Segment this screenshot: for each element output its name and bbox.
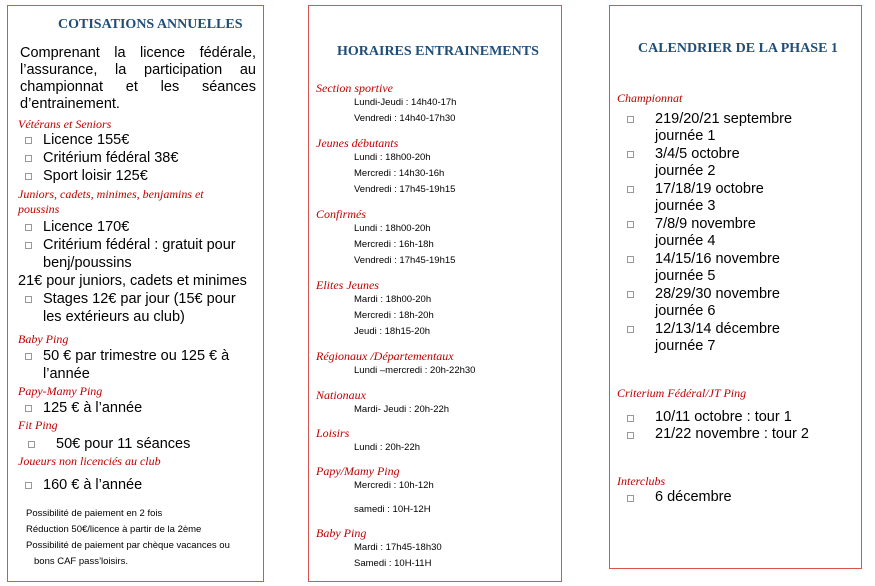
item-non-licencies-price: 160 € à l’année xyxy=(43,477,143,493)
checkbox-icon xyxy=(627,151,634,158)
calendrier-title: CALENDRIER DE LA PHASE 1 xyxy=(638,41,838,56)
checkbox-icon xyxy=(25,224,32,231)
checkbox-icon xyxy=(25,137,32,144)
schedule-line: Lundi-Jeudi : 14h40-17h xyxy=(354,97,457,108)
schedule-line: Vendredi : 17h45-19h15 xyxy=(354,184,456,195)
baby-ping-heading: Baby Ping xyxy=(316,526,367,540)
checkbox-icon xyxy=(627,326,634,333)
heading-juniors-cont: poussins xyxy=(18,202,60,216)
schedule-line: Vendredi : 14h40-17h30 xyxy=(354,113,456,124)
item-criterium-juniors: Critérium fédéral : gratuit pour xyxy=(43,237,236,253)
checkbox-icon xyxy=(627,256,634,263)
schedule-line: Mercredi : 18h-20h xyxy=(354,310,434,321)
schedule-line: Lundi –mercredi : 20h-22h30 xyxy=(354,365,476,376)
papy-mamy-heading: Papy/Mamy Ping xyxy=(316,464,400,478)
schedule-line: Vendredi : 17h45-19h15 xyxy=(354,255,456,266)
schedule-line: Jeudi : 18h15-20h xyxy=(354,326,431,337)
championnat-date: 17/18/19 octobre xyxy=(655,181,764,197)
checkbox-icon xyxy=(627,291,634,298)
checkbox-icon xyxy=(25,173,32,180)
championnat-journee: journée 3 xyxy=(655,198,716,214)
horaires-panel xyxy=(308,5,562,582)
championnat-journee: journée 1 xyxy=(655,128,716,144)
heading-baby-ping: Baby Ping xyxy=(18,332,69,346)
confirmes-heading: Confirmés xyxy=(316,207,367,221)
jeunes-debutants-heading: Jeunes débutants xyxy=(316,136,399,150)
checkbox-icon xyxy=(627,495,634,502)
schedule-line: Mardi : 17h45-18h30 xyxy=(354,542,442,553)
checkbox-icon xyxy=(25,155,32,162)
item-papy-price: 125 € à l’année xyxy=(43,400,143,416)
checkbox-icon xyxy=(25,405,32,412)
cotisations-intro: Comprenant la licence fédérale, l’assurance, la participation au championnat et les séances d’entrainement. xyxy=(20,45,256,112)
item-stages: Stages 12€ par jour (15€ pour xyxy=(43,291,236,307)
checkbox-icon xyxy=(25,482,32,489)
championnat-journee: journée 7 xyxy=(655,338,716,354)
schedule-line: Lundi : 20h-22h xyxy=(354,442,421,453)
heading-non-licencies: Joueurs non licenciés au club xyxy=(18,454,161,468)
checkbox-icon xyxy=(25,242,32,249)
schedule-line: Mercredi : 10h-12h xyxy=(354,480,434,491)
checkbox-icon xyxy=(627,415,634,422)
elites-jeunes-heading: Elites Jeunes xyxy=(316,278,379,292)
item-sport-loisir: Sport loisir 125€ xyxy=(43,168,148,184)
horaires-title: HORAIRES ENTRAINEMENTS xyxy=(337,44,539,59)
heading-fit-ping: Fit Ping xyxy=(18,418,58,432)
championnat-journee: journée 6 xyxy=(655,303,716,319)
note-reduction: Réduction 50€/licence à partir de la 2ème xyxy=(26,524,202,535)
item-licence-juniors: Licence 170€ xyxy=(43,219,130,235)
cotisations-title: COTISATIONS ANNUELLES xyxy=(58,17,243,32)
schedule-line: Mercredi : 14h30-16h xyxy=(354,168,445,179)
interclubs-heading: Interclubs xyxy=(617,474,666,488)
heading-papy-mamy: Papy-Mamy Ping xyxy=(18,384,103,398)
calendrier-panel xyxy=(609,5,862,569)
item-juniors-price: 21€ pour juniors, cadets et minimes xyxy=(18,273,247,289)
schedule-line: Mercredi : 16h-18h xyxy=(354,239,434,250)
item-licence-veterans: Licence 155€ xyxy=(43,132,130,148)
championnat-date: 12/13/14 décembre xyxy=(655,321,780,337)
checkbox-icon xyxy=(28,441,35,448)
championnat-journee: journée 5 xyxy=(655,268,716,284)
championnat-journee: journée 2 xyxy=(655,163,716,179)
checkbox-icon xyxy=(627,221,634,228)
item-criterium-juniors-cont: benj/poussins xyxy=(43,255,132,271)
note-paiement: Possibilité de paiement en 2 fois xyxy=(26,508,163,519)
criterium-tour-2: 21/22 novembre : tour 2 xyxy=(655,426,809,442)
championnat-date: 7/8/9 novembre xyxy=(655,216,756,232)
championnat-date: 3/4/5 octobre xyxy=(655,146,740,162)
item-fit-price: 50€ pour 11 séances xyxy=(56,436,191,452)
item-stages-cont: les extérieurs au club) xyxy=(43,309,185,325)
schedule-line: samedi : 10H-12H xyxy=(354,504,431,515)
championnat-date: 14/15/16 novembre xyxy=(655,251,780,267)
championnat-date: 219/20/21 septembre xyxy=(655,111,793,127)
cotisations-panel xyxy=(7,5,264,582)
checkbox-icon xyxy=(627,116,634,123)
schedule-line: Mardi : 18h00-20h xyxy=(354,294,432,305)
item-baby-price: 50 € par trimestre ou 125 € à xyxy=(43,348,230,364)
item-criterium-veterans: Critérium fédéral 38€ xyxy=(43,150,179,166)
item-baby-price-cont: l’année xyxy=(43,366,90,382)
nationaux-heading: Nationaux xyxy=(316,388,366,402)
note-cheque: Possibilité de paiement par chèque vacances ou xyxy=(26,540,230,551)
schedule-line: Lundi : 18h00-20h xyxy=(354,152,431,163)
schedule-line: Samedi : 10H-11H xyxy=(354,558,432,569)
section-sportive-heading: Section sportive xyxy=(316,81,393,95)
schedule-line: Lundi : 18h00-20h xyxy=(354,223,431,234)
criterium-heading: Criterium Fédéral/JT Ping xyxy=(617,386,747,400)
heading-juniors: Juniors, cadets, minimes, benjamins et xyxy=(18,187,204,201)
checkbox-icon xyxy=(25,296,32,303)
checkbox-icon xyxy=(25,353,32,360)
championnat-date: 28/29/30 novembre xyxy=(655,286,780,302)
interclubs-date: 6 décembre xyxy=(655,489,732,505)
note-cheque-cont: bons CAF pass’loisirs. xyxy=(34,556,128,567)
checkbox-icon xyxy=(627,432,634,439)
championnat-heading: Championnat xyxy=(617,91,683,105)
loisirs-heading: Loisirs xyxy=(316,426,350,440)
heading-veterans: Vétérans et Seniors xyxy=(18,117,112,131)
checkbox-icon xyxy=(627,186,634,193)
criterium-tour-1: 10/11 octobre : tour 1 xyxy=(655,409,792,425)
regionaux-heading: Régionaux /Départementaux xyxy=(316,349,454,363)
schedule-line: Mardi- Jeudi : 20h-22h xyxy=(354,404,450,415)
championnat-journee: journée 4 xyxy=(655,233,716,249)
